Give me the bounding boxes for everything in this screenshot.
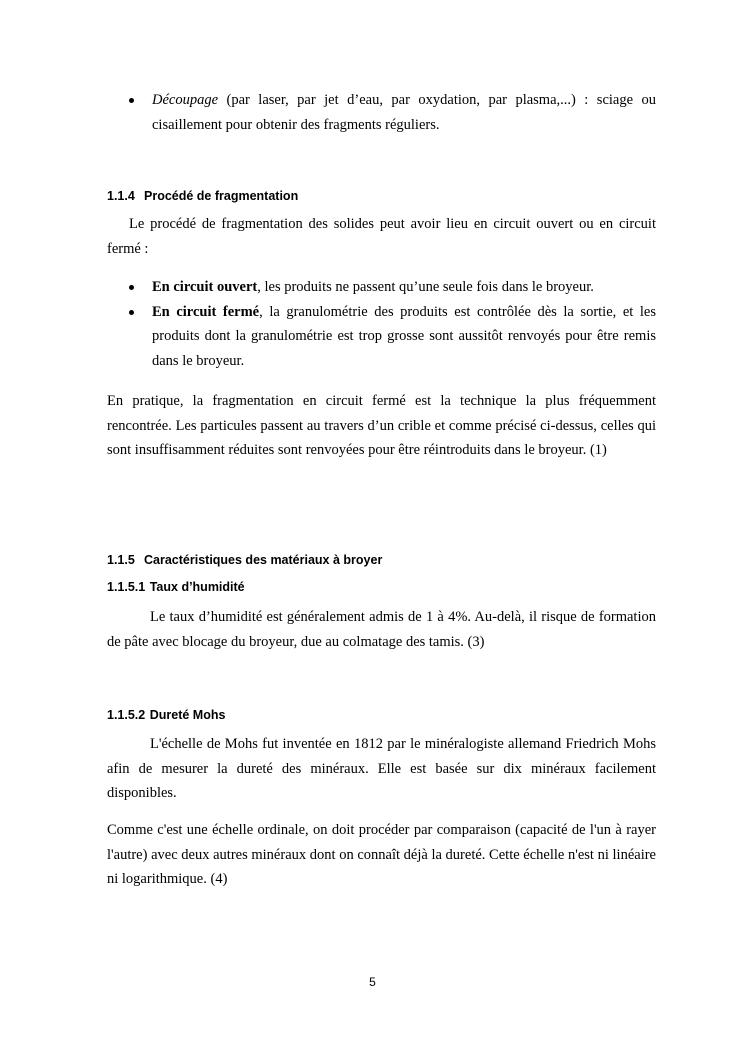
paragraph-mohs-1: L'échelle de Mohs fut inventée en 1812 par le minéralogiste allemand Friedrich Mohs afin de mesurer la dureté des minéraux. Elle est basée sur dix minéraux facilement disponibles. <box>107 736 656 801</box>
heading-number: 1.1.4 <box>107 189 135 203</box>
bullet-list-top <box>152 88 656 137</box>
bullet-lead: En circuit ouvert <box>152 279 258 295</box>
bullet-lead: Découpage <box>152 92 219 108</box>
bullet-decoupage <box>152 88 656 137</box>
paragraph-pratique: En pratique, la fragmentation en circuit fermé est la technique la plus fréquemment rencontrée. Les particules passent au travers d’un crible et comme précisé ci-dessus, celles qui sont insuffisamment réduites sont renvoyées pour être réintroduits dans le broyeur. (1) <box>107 393 656 458</box>
bullet-list-circuit <box>152 275 656 373</box>
heading-1-1-5 <box>107 550 382 570</box>
heading-1-1-4 <box>107 186 298 206</box>
heading-number: 1.1.5 <box>107 553 135 567</box>
bullet-circuit-ferme <box>152 300 656 374</box>
paragraph-intro-114: Le procédé de fragmentation des solides peut avoir lieu en circuit ouvert ou en circuit fermé : <box>107 216 656 257</box>
heading-title: Procédé de fragmentation <box>144 189 299 203</box>
bullet-lead: En circuit fermé <box>152 303 260 320</box>
heading-title: Taux d’humidité <box>149 580 245 594</box>
heading-number: 1.1.5.2 <box>107 708 146 722</box>
bullet-text: , les produits ne passent qu’une seule fois dans le broyeur. <box>257 279 594 295</box>
bullet-circuit-ouvert <box>152 275 656 300</box>
heading-title: Dureté Mohs <box>149 708 226 722</box>
heading-number: 1.1.5.1 <box>107 580 146 594</box>
heading-1-1-5-2 <box>107 705 225 725</box>
paragraph-humidite: Le taux d’humidité est généralement admis de 1 à 4%. Au-delà, il risque de formation de pâte avec blocage du broyeur, due au colmatage des tamis. (3) <box>107 609 656 650</box>
bullet-text: , la granulométrie des produits est contrôlée dès la sortie, et les produits dont la granulométrie est trop grosse sont aussitôt renvoyés pour être remis dans le broyeur. <box>152 303 656 369</box>
page-number: 5 <box>369 975 376 989</box>
bullet-text: (par laser, par jet d’eau, par oxydation, par plasma,...) : sciage ou cisaillement pour obtenir des fragments réguliers. <box>152 92 656 133</box>
heading-1-1-5-1 <box>107 577 245 597</box>
paragraph-mohs-2: Comme c'est une échelle ordinale, on doit procéder par comparaison (capacité de l'un à rayer l'autre) avec deux autres minéraux dont on connaît déjà la dureté. Cette échelle n'est ni linéaire ni logarithmique. (4) <box>107 822 656 887</box>
heading-title: Caractéristiques des matériaux à broyer <box>144 553 383 567</box>
